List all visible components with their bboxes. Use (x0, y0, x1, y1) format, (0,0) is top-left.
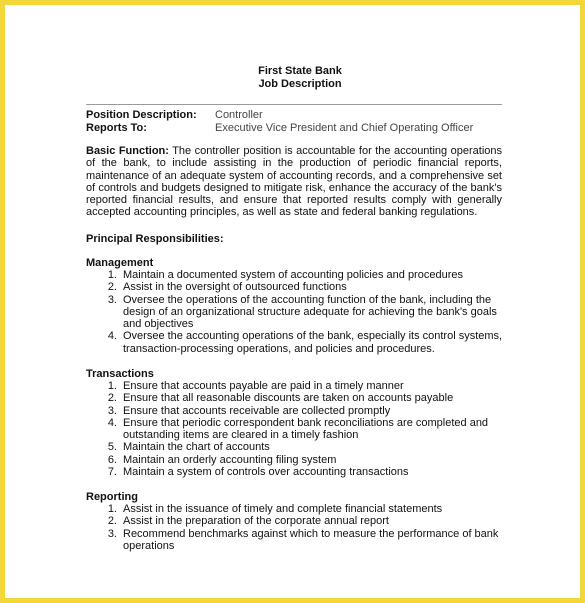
header-divider (86, 104, 502, 105)
list-item: 3. Ensure that accounts receivable are collected promptly (107, 404, 391, 417)
management-title: Management (86, 257, 154, 269)
company-name: First State Bank (258, 65, 342, 77)
document-page (5, 5, 580, 598)
principal-responsibilities-title: Principal Responsibilities: (86, 233, 224, 245)
reports-row (86, 122, 473, 135)
list-item: 1. Ensure that accounts payable are paid in a timely manner (107, 380, 404, 392)
list-item: 3. Recommend benchmarks against which to measure the performance of bank operations (107, 527, 499, 552)
list-item: 7. Maintain a system of controls over accounting transactions (107, 466, 409, 479)
list-item: 6. Maintain an orderly accounting filing system (107, 453, 337, 466)
list-item: 4. Ensure that periodic correspondent bank reconciliations are completed and outstanding items are cleared in a timely fashion (107, 416, 489, 442)
position-meta (86, 109, 473, 135)
list-item: 1. Assist in the issuance of timely and complete financial statements (107, 503, 443, 515)
basic-function-label: Basic Function: (86, 145, 169, 157)
reporting-title: Reporting (86, 491, 138, 503)
reports-label: Reports To: (86, 122, 147, 134)
transactions-title: Transactions (86, 368, 154, 380)
list-item: 2. Ensure that all reasonable discounts are taken on accounts payable (107, 392, 454, 405)
reports-value: Executive Vice President and Chief Operating Officer (215, 122, 474, 134)
list-item: 3. Oversee the operations of the accounting function of the bank, including the design of an organizational structure adequate for achieving the bank's goals and objectives (107, 293, 497, 331)
list-item: 5. Maintain the chart of accounts (107, 441, 270, 454)
list-item: 1. Maintain a documented system of accounting policies and procedures (107, 269, 463, 281)
list-item: 2. Assist in the preparation of the corporate annual report (107, 515, 389, 528)
document-header (5, 65, 585, 91)
position-label: Position Description: (86, 109, 197, 121)
position-value: Controller (215, 109, 263, 121)
list-item: 4. Oversee the accounting operations of the bank, especially its control systems, transaction-processing operations, and policies and procedures. (107, 330, 503, 355)
position-row (86, 109, 473, 122)
list-item: 2. Assist in the oversight of outsourced functions (107, 281, 347, 294)
basic-function-paragraph (86, 145, 502, 219)
reporting-list (86, 503, 506, 552)
management-list (86, 269, 506, 355)
basic-function-text: The controller position is accountable for the accounting operations of the bank, to include assisting in the production of periodic financial reports, maintenance of an adequate system of accounting records, and a comprehensive set of controls and budgets designed to mitigate risk, enhance the accuracy of the bank's reported financial results, and ensure that reported results comply with generally accepted accounting principles, as well as state and federal banking regulations. (86, 145, 502, 219)
transactions-list (86, 380, 506, 478)
document-subtitle: Job Description (258, 78, 342, 90)
